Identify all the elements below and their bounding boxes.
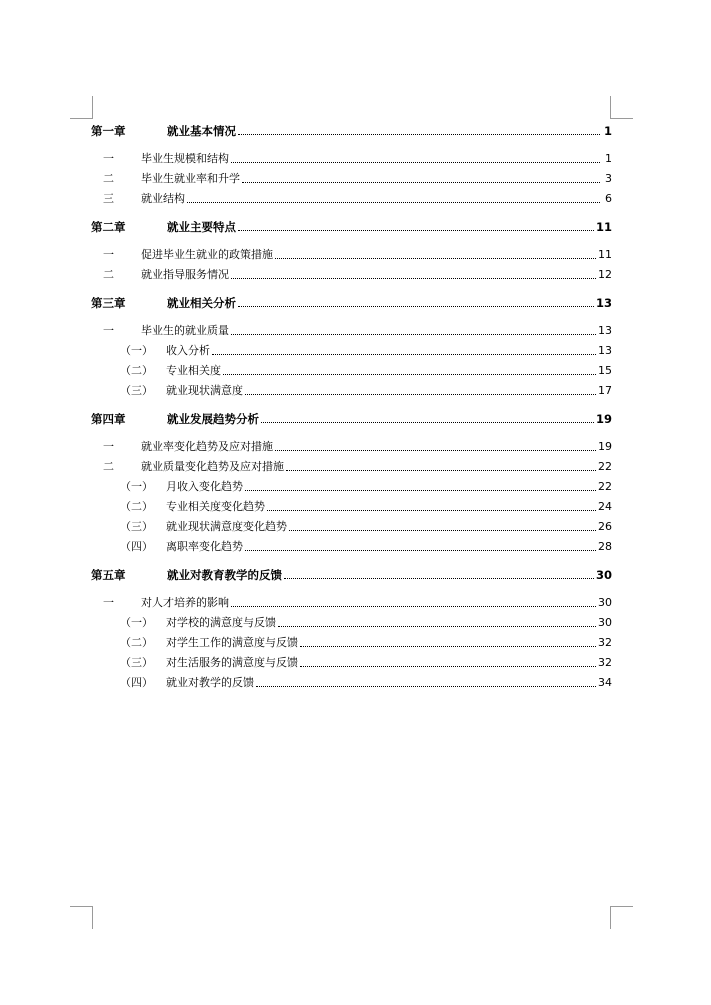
dot-leader <box>300 665 596 667</box>
toc-entry-page-number: 22 <box>598 480 612 493</box>
toc-entry-page-number: 11 <box>595 220 612 234</box>
toc-entry-number: 第二章 <box>91 220 126 234</box>
toc-entry-number: （三） <box>120 520 153 533</box>
toc-entry-chapter[interactable] <box>91 290 612 310</box>
toc-entry-page-number: 22 <box>598 460 612 473</box>
toc-entry-page-number: 26 <box>598 520 612 533</box>
toc-entry-section[interactable] <box>91 242 612 262</box>
toc-entry-sub[interactable] <box>91 670 612 690</box>
dot-leader <box>231 161 600 163</box>
toc-entry-title: 就业对教育教学的反馈 <box>167 568 282 582</box>
toc-entry-page-number: 11 <box>598 248 612 261</box>
toc-entry-title: 就业现状满意度变化趋势 <box>166 520 287 533</box>
dot-leader <box>289 529 596 531</box>
toc-entry-sub[interactable] <box>91 610 612 630</box>
toc-entry-title: 毕业生的就业质量 <box>141 324 229 337</box>
toc-entry-page-number: 13 <box>598 344 612 357</box>
toc-entry-title: 毕业生就业率和升学 <box>141 172 240 185</box>
toc-entry-title: 专业相关度变化趋势 <box>166 500 265 513</box>
toc-entry-number: （一） <box>120 344 153 357</box>
toc-entry-section[interactable] <box>91 590 612 610</box>
toc-entry-title: 就业基本情况 <box>167 124 236 138</box>
dot-leader <box>238 229 594 231</box>
toc-entry-number: 二 <box>103 172 114 185</box>
dot-leader <box>238 133 600 135</box>
dot-leader <box>275 257 596 259</box>
toc-entry-sub[interactable] <box>91 338 612 358</box>
toc-entry-page-number: 32 <box>598 656 612 669</box>
toc-entry-title: 就业对教学的反馈 <box>166 676 254 689</box>
toc-entry-title: 就业率变化趋势及应对措施 <box>141 440 273 453</box>
toc-entry-number: 第一章 <box>91 124 126 138</box>
dot-leader <box>242 181 600 183</box>
toc-entry-title: 就业质量变化趋势及应对措施 <box>141 460 284 473</box>
toc-entry-number: 二 <box>103 460 114 473</box>
toc-entry-sub[interactable] <box>91 474 612 494</box>
toc-entry-page-number: 30 <box>595 568 612 582</box>
toc-entry-number: （四） <box>120 540 153 553</box>
toc-entry-page-number: 13 <box>598 324 612 337</box>
toc-entry-chapter[interactable] <box>91 562 612 582</box>
toc-entry-number: 第三章 <box>91 296 126 310</box>
toc-entry-title: 月收入变化趋势 <box>166 480 243 493</box>
toc-entry-section[interactable] <box>91 454 612 474</box>
dot-leader <box>231 605 596 607</box>
toc-entry-page-number: 3 <box>605 172 612 185</box>
toc-entry-page-number: 28 <box>598 540 612 553</box>
toc-entry-section[interactable] <box>91 166 612 186</box>
toc-entry-number: （一） <box>120 480 153 493</box>
toc-entry-chapter[interactable] <box>91 406 612 426</box>
crop-mark-bottom-right <box>610 906 633 929</box>
toc-entry-number: （二） <box>120 636 153 649</box>
toc-entry-sub[interactable] <box>91 630 612 650</box>
toc-entry-title: 就业发展趋势分析 <box>167 412 259 426</box>
dot-leader <box>275 449 596 451</box>
crop-mark-top-right <box>610 96 633 119</box>
toc-entry-page-number: 13 <box>595 296 612 310</box>
dot-leader <box>284 577 594 579</box>
toc-entry-page-number: 1 <box>603 124 612 138</box>
toc-entry-page-number: 17 <box>598 384 612 397</box>
toc-entry-page-number: 6 <box>605 192 612 205</box>
toc-entry-title: 就业指导服务情况 <box>141 268 229 281</box>
toc-entry-page-number: 15 <box>598 364 612 377</box>
toc-entry-number: 二 <box>103 268 114 281</box>
toc-entry-number: （三） <box>120 656 153 669</box>
toc-entry-number: 三 <box>103 192 114 205</box>
crop-mark-bottom-left <box>70 906 93 929</box>
dot-leader <box>245 489 596 491</box>
toc-entry-number: （一） <box>120 616 153 629</box>
toc-entry-page-number: 19 <box>598 440 612 453</box>
toc-entry-number: 一 <box>103 152 114 165</box>
toc-entry-number: 第四章 <box>91 412 126 426</box>
toc-entry-section[interactable] <box>91 262 612 282</box>
toc-entry-page-number: 19 <box>595 412 612 426</box>
toc-entry-section[interactable] <box>91 434 612 454</box>
toc-entry-page-number: 1 <box>605 152 612 165</box>
dot-leader <box>300 645 596 647</box>
toc-entry-sub[interactable] <box>91 494 612 514</box>
dot-leader <box>267 509 596 511</box>
toc-entry-page-number: 34 <box>598 676 612 689</box>
dot-leader <box>238 305 594 307</box>
dot-leader <box>286 469 596 471</box>
toc-entry-title: 专业相关度 <box>166 364 221 377</box>
toc-entry-title: 就业现状满意度 <box>166 384 243 397</box>
toc-entry-page-number: 12 <box>598 268 612 281</box>
toc-entry-sub[interactable] <box>91 650 612 670</box>
toc-entry-number: 一 <box>103 596 114 609</box>
dot-leader <box>231 333 596 335</box>
toc-entry-title: 对生活服务的满意度与反馈 <box>166 656 298 669</box>
toc-entry-number: 一 <box>103 248 114 261</box>
toc-entry-number: （三） <box>120 384 153 397</box>
toc-entry-number: 第五章 <box>91 568 126 582</box>
toc-entry-page-number: 32 <box>598 636 612 649</box>
dot-leader <box>261 421 594 423</box>
toc-entry-number: （二） <box>120 500 153 513</box>
toc-entry-section[interactable] <box>91 186 612 206</box>
toc-entry-page-number: 30 <box>598 616 612 629</box>
dot-leader <box>256 685 596 687</box>
toc-entry-number: 一 <box>103 324 114 337</box>
toc-entry-title: 离职率变化趋势 <box>166 540 243 553</box>
dot-leader <box>245 393 596 395</box>
toc-entry-chapter[interactable] <box>91 214 612 234</box>
crop-mark-top-left <box>70 96 93 119</box>
toc-entry-title: 对学校的满意度与反馈 <box>166 616 276 629</box>
dot-leader <box>231 277 596 279</box>
toc-entry-number: 一 <box>103 440 114 453</box>
dot-leader <box>223 373 596 375</box>
toc-entry-number: （四） <box>120 676 153 689</box>
toc-entry-title: 收入分析 <box>166 344 210 357</box>
toc-entry-section[interactable] <box>91 318 612 338</box>
dot-leader <box>278 625 596 627</box>
toc-entry-chapter[interactable] <box>91 118 612 138</box>
toc-entry-page-number: 24 <box>598 500 612 513</box>
toc-entry-title: 对人才培养的影响 <box>141 596 229 609</box>
toc-entry-section[interactable] <box>91 146 612 166</box>
dot-leader <box>187 201 600 203</box>
toc-entry-sub[interactable] <box>91 378 612 398</box>
toc-entry-title: 毕业生规模和结构 <box>141 152 229 165</box>
toc-entry-title: 就业结构 <box>141 192 185 205</box>
toc-entry-sub[interactable] <box>91 358 612 378</box>
toc-entry-number: （二） <box>120 364 153 377</box>
toc-entry-title: 就业主要特点 <box>167 220 236 234</box>
toc-entry-page-number: 30 <box>598 596 612 609</box>
dot-leader <box>212 353 596 355</box>
toc-entry-sub[interactable] <box>91 514 612 534</box>
toc-entry-title: 促进毕业生就业的政策措施 <box>141 248 273 261</box>
toc-entry-sub[interactable] <box>91 534 612 554</box>
dot-leader <box>245 549 596 551</box>
toc-entry-title: 就业相关分析 <box>167 296 236 310</box>
toc-entry-title: 对学生工作的满意度与反馈 <box>166 636 298 649</box>
